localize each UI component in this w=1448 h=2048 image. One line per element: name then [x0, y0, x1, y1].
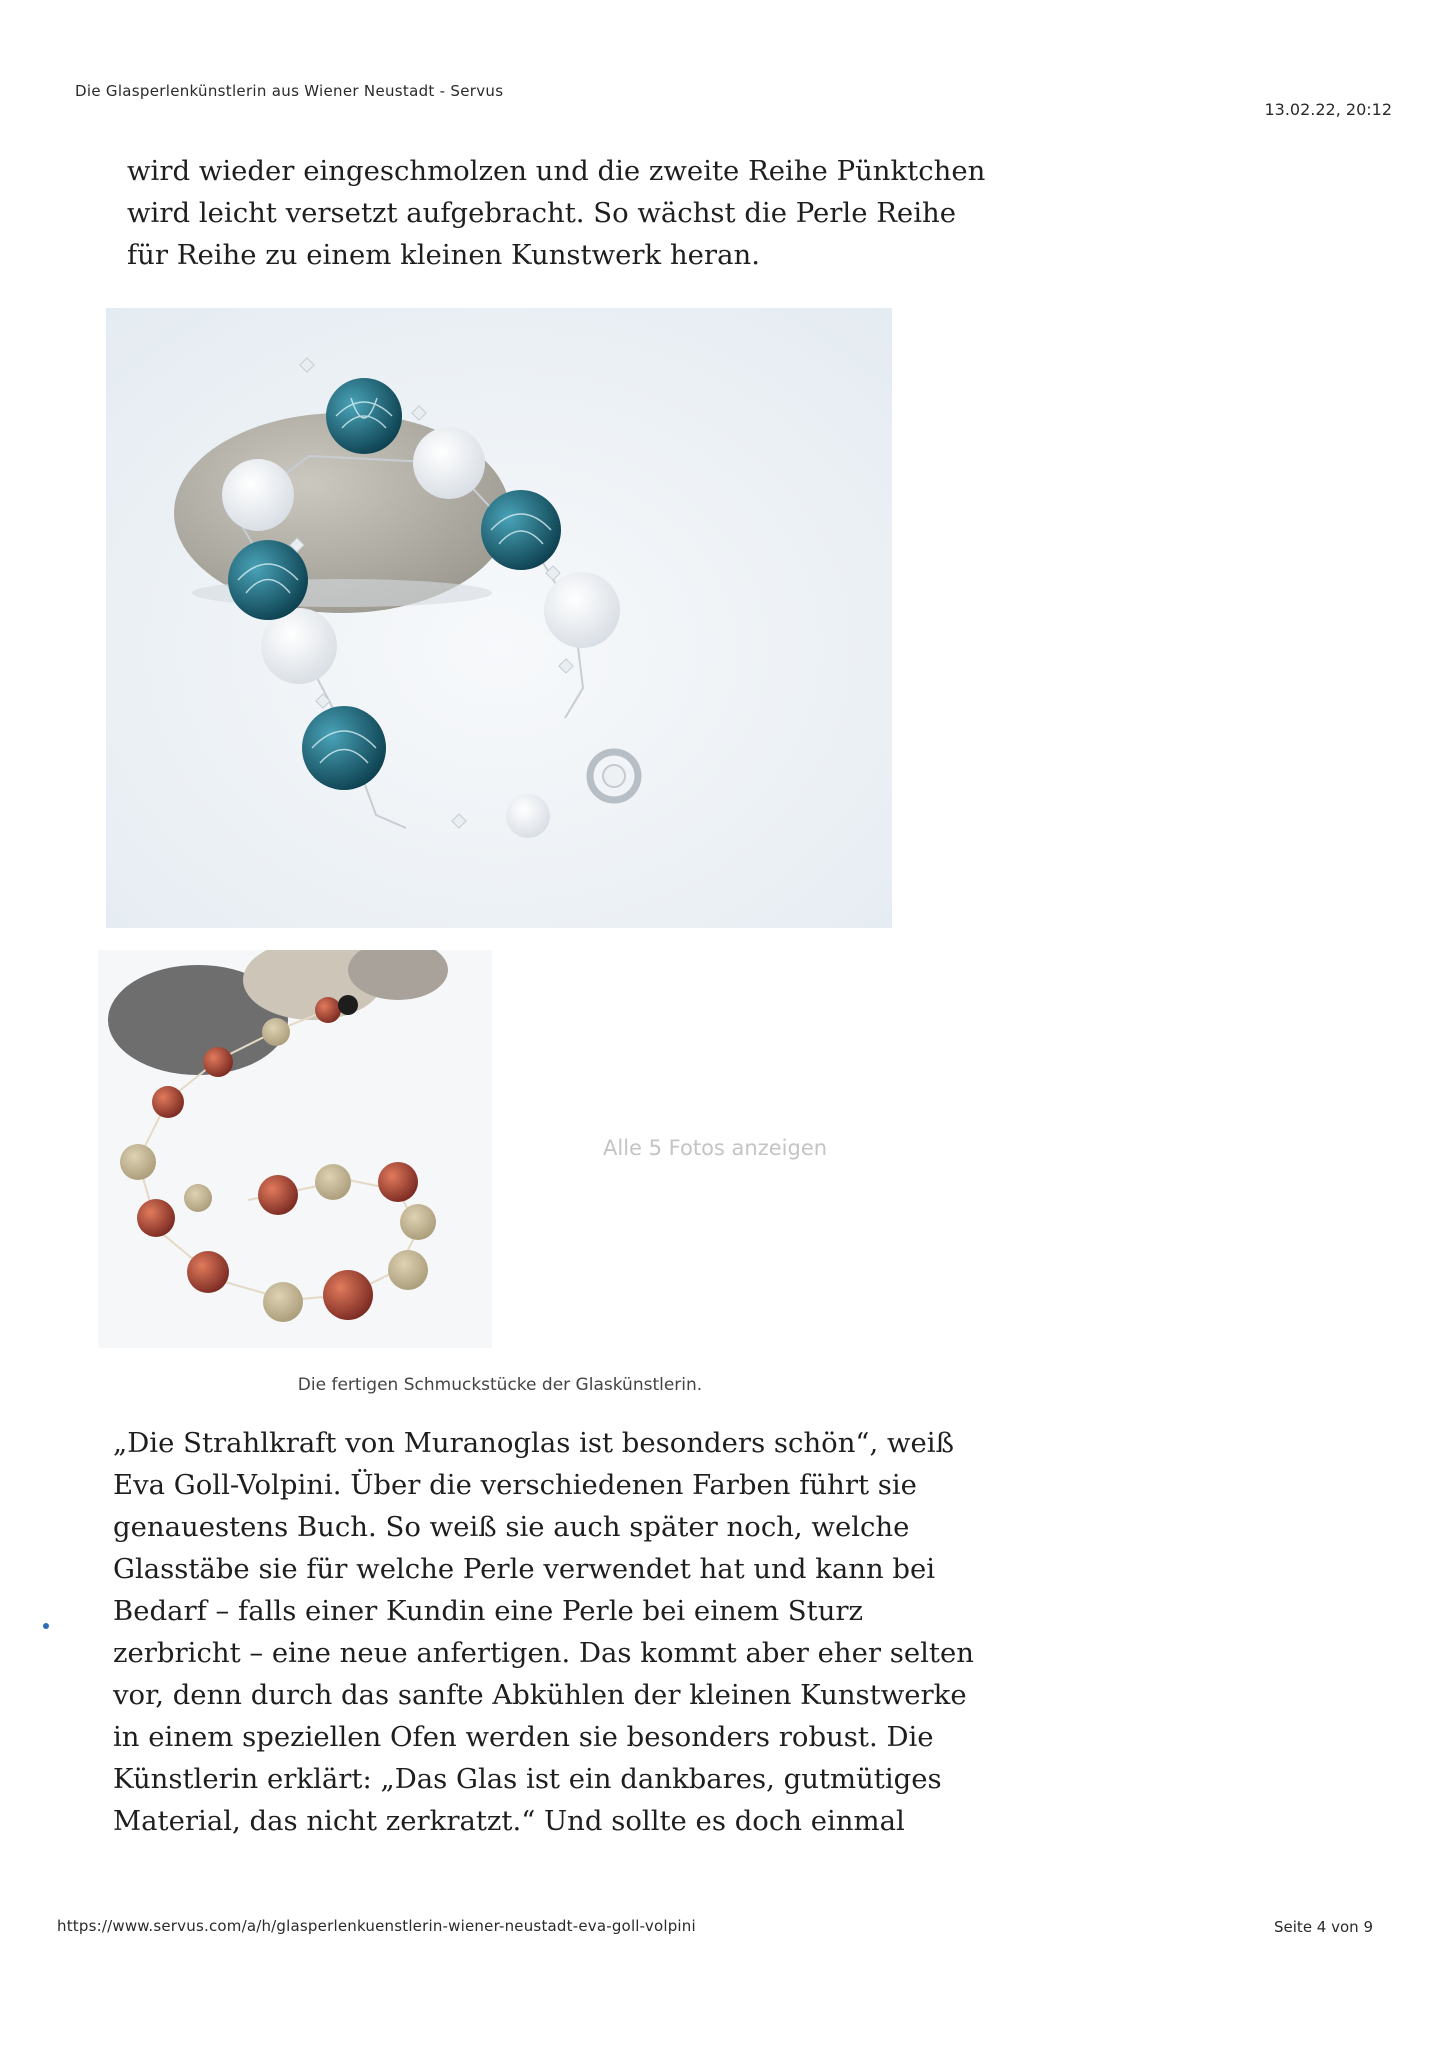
print-datetime: 13.02.22, 20:12	[1264, 100, 1392, 119]
text-line: wird leicht versetzt aufgebracht. So wächst die Perle Reihe	[127, 197, 956, 229]
text-line: „Die Strahlkraft von Muranoglas ist besonders schön“, weiß	[113, 1427, 954, 1459]
page-header-title: Die Glasperlenkünstlerin aus Wiener Neustadt - Servus	[75, 82, 504, 100]
text-line: Glasstäbe sie für welche Perle verwendet hat und kann bei	[113, 1553, 936, 1585]
text-line: vor, denn durch das sanfte Abkühlen der kleinen Kunstwerke	[113, 1679, 967, 1711]
article-paragraph	[127, 150, 985, 276]
show-all-photos-link[interactable]: Alle 5 Fotos anzeigen	[603, 1136, 828, 1160]
text-line: Künstlerin erklärt: „Das Glas ist ein dankbares, gutmütiges	[113, 1763, 942, 1795]
bracelet-photo[interactable]	[106, 308, 892, 928]
photo-caption: Die fertigen Schmuckstücke der Glaskünstlerin.	[297, 1375, 703, 1395]
page-number: Seite 4 von 9	[1274, 1918, 1373, 1936]
text-line: in einem speziellen Ofen werden sie besonders robust. Die	[113, 1721, 934, 1753]
margin-dot	[43, 1623, 49, 1629]
text-line: Material, das nicht zerkratzt.“ Und sollte es doch einmal	[113, 1805, 905, 1837]
text-line: genauestens Buch. So weiß sie auch später noch, welche	[113, 1511, 910, 1543]
text-line: für Reihe zu einem kleinen Kunstwerk heran.	[127, 239, 760, 271]
necklace-photo[interactable]	[98, 950, 492, 1348]
text-line: Bedarf – falls einer Kundin eine Perle bei einem Sturz	[113, 1595, 864, 1627]
footer-url: https://www.servus.com/a/h/glasperlenkuenstlerin-wiener-neustadt-eva-goll-volpini	[57, 1917, 696, 1935]
text-line: Eva Goll-Volpini. Über die verschiedenen Farben führt sie	[113, 1469, 917, 1501]
article-paragraph	[113, 1422, 974, 1842]
text-line: wird wieder eingeschmolzen und die zweite Reihe Pünktchen	[127, 155, 986, 187]
text-line: zerbricht – eine neue anfertigen. Das kommt aber eher selten	[113, 1637, 974, 1669]
